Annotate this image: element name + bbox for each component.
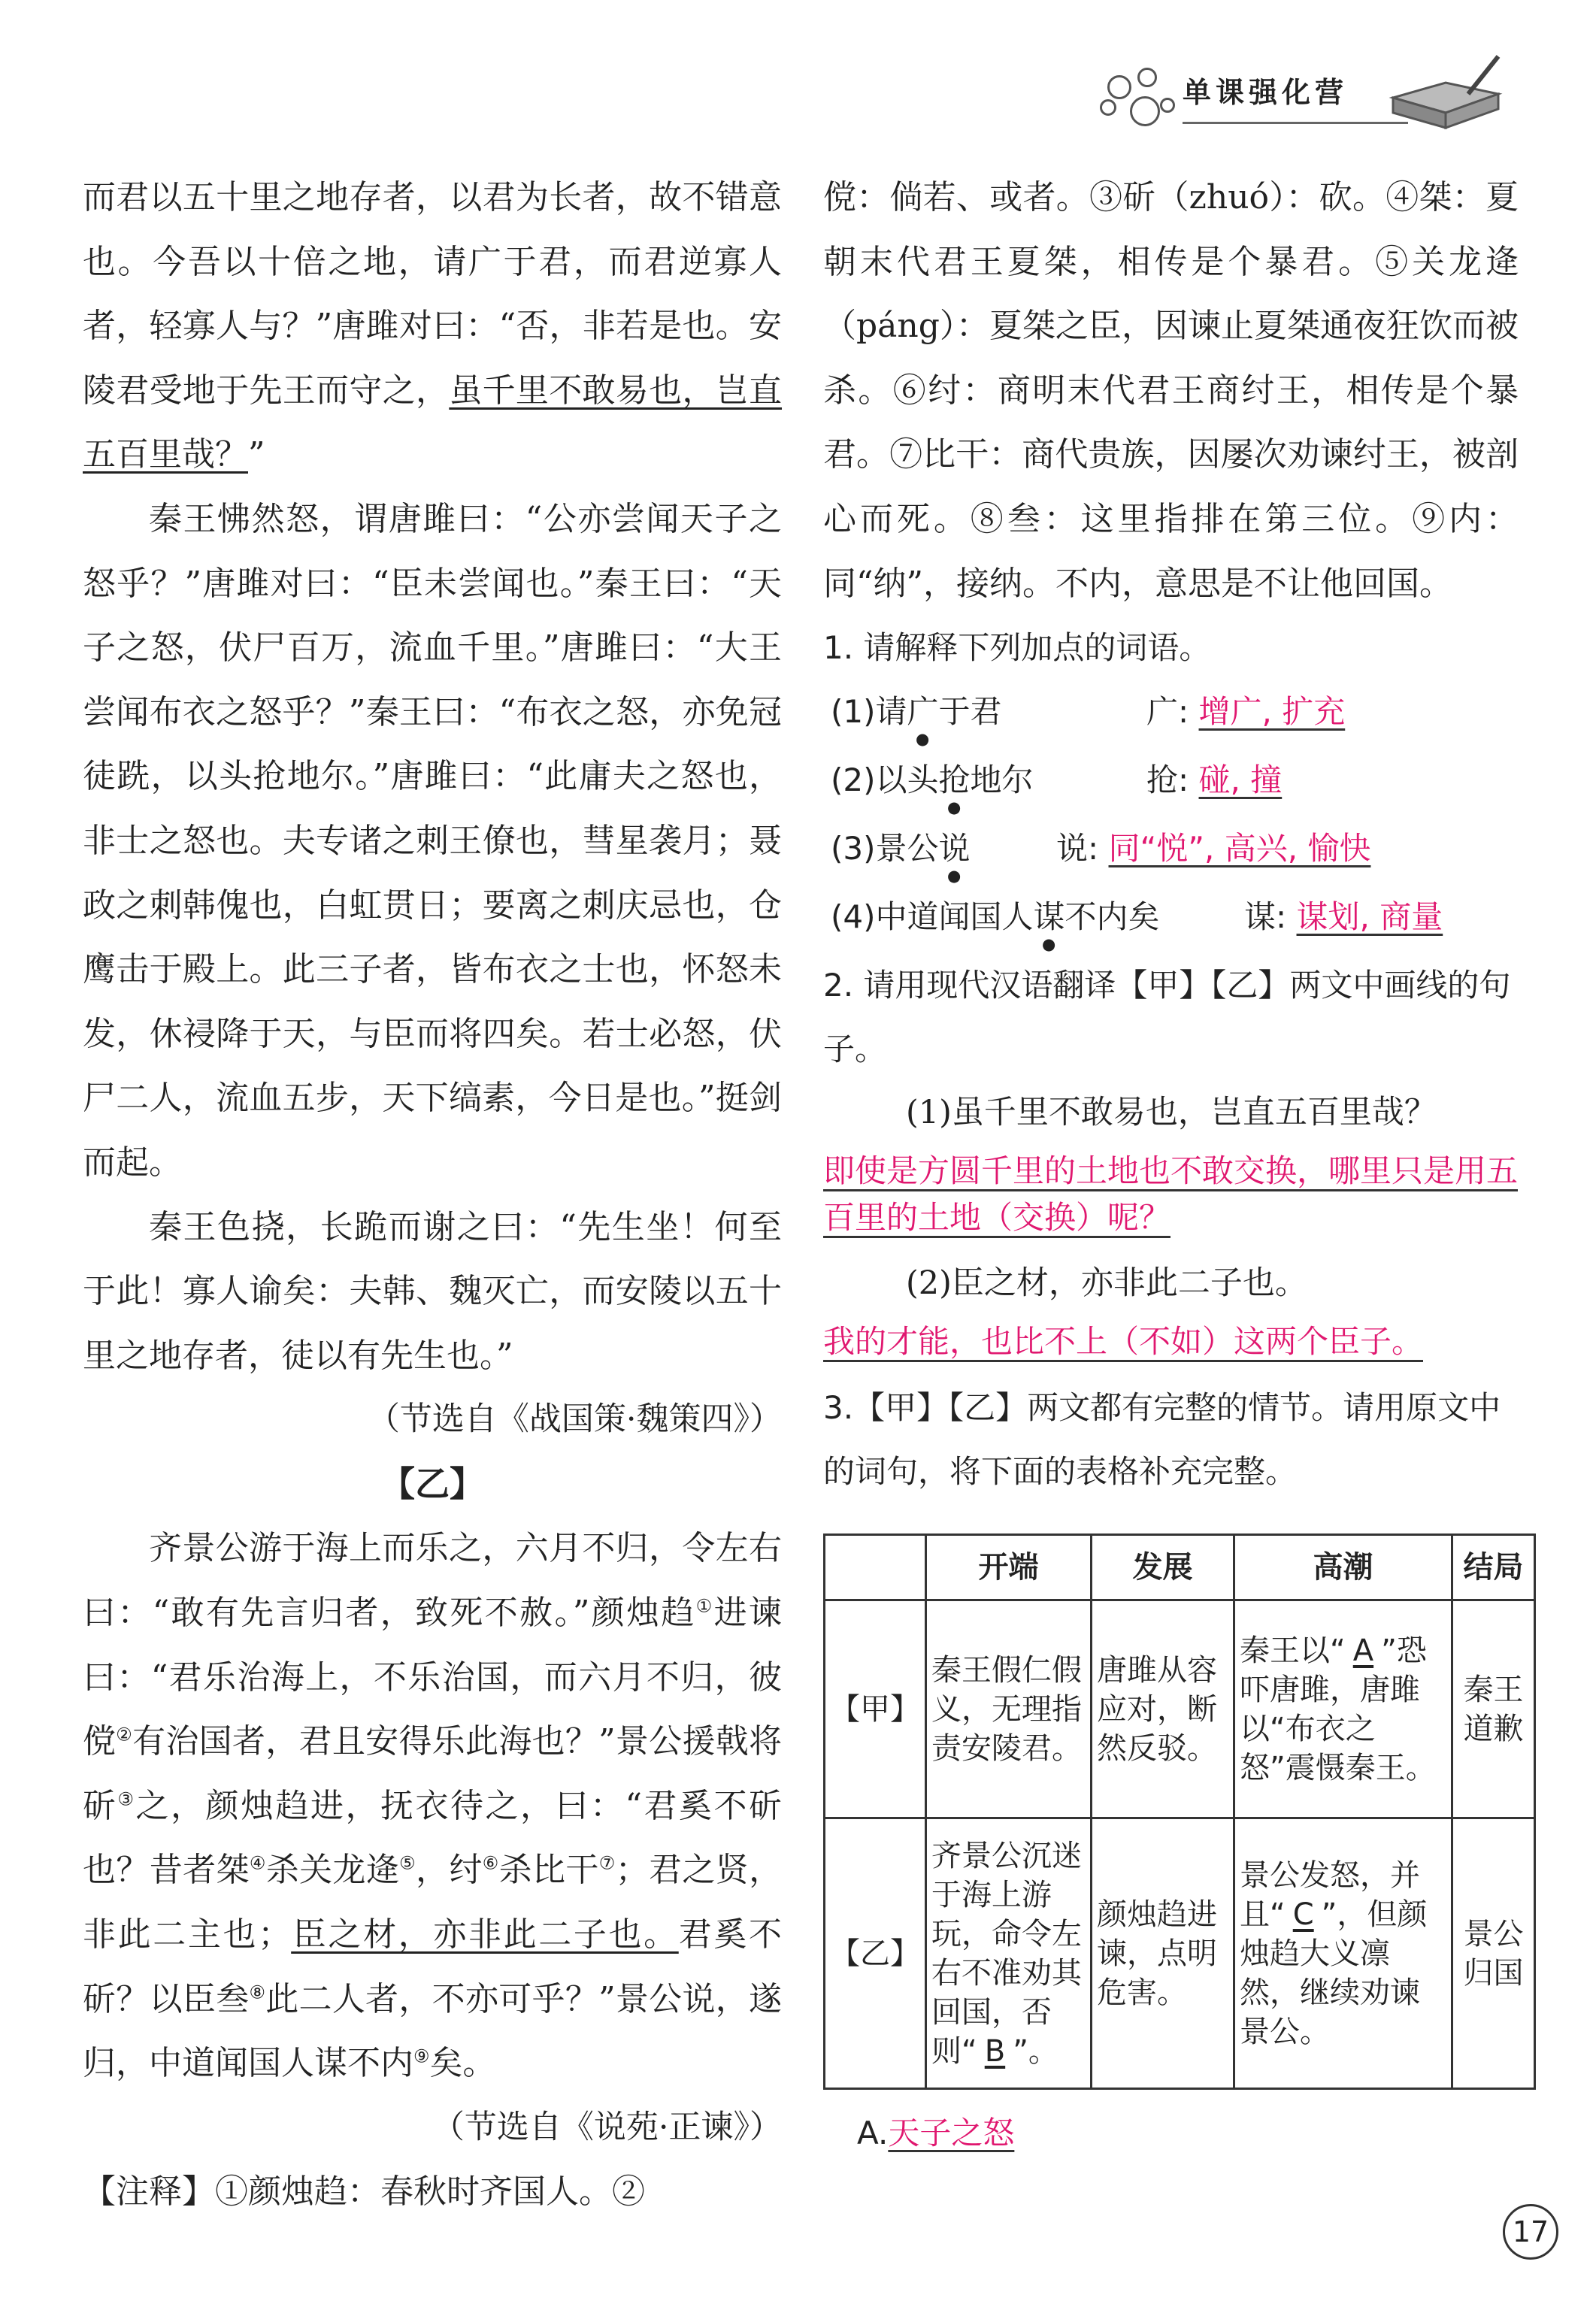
- page-number: 17: [1503, 2204, 1558, 2260]
- q1-item-4: (4)中道闻国人谋不内矣 谋: 谋划, 商量: [823, 885, 1519, 953]
- q1-answer-4: 谋划, 商量: [1296, 898, 1443, 936]
- table-row-jia: 【甲】 秦王假仁假义，无理指责安陵君。 唐雎从容应对，断然反驳。 秦王以“ A ”恐吓唐雎，唐雎以“布衣之怒”震慑秦王。 秦王道歉: [825, 1600, 1535, 1818]
- q2-sentence-1: (1)虽千里不敢易也，岂直五百里哉？: [906, 1094, 1437, 1132]
- q2-sentence-2: (2)臣之材，亦非此二子也。: [906, 1264, 1307, 1303]
- yi-title: 【乙】: [380, 1463, 484, 1504]
- page-header: [1085, 45, 1506, 158]
- q2-answer-2: 我的才能，也比不上（不如）这两个臣子。: [823, 1323, 1423, 1362]
- q1-item-2: (2)以头抢地尔 抢: 碰, 撞: [823, 748, 1519, 816]
- table-row-yi: 【乙】 齐景公沉迷于海上游玩，命令左右不准劝其回国，否则“ B ”。 颜烛趋进谏，点明危害。 景公发怒，并且“ C ”，但颜烛趋大义凛然，继续劝谏景公。 景公归国: [825, 1818, 1535, 2089]
- question-2: 2. 请用现代汉语翻译【甲】【乙】两文中画线的句子。: [823, 967, 1511, 1068]
- jia-underlined-sentence: 虽千里不敢易也，岂直五百里哉？: [83, 371, 783, 474]
- jia-source: （节选自《战国策·魏策四》）: [367, 1400, 782, 1439]
- jia-paragraph-2: 秦王怫然怒，谓唐雎曰：“公亦尝闻天子之怒乎？”唐雎对曰：“臣未尝闻也。”秦王曰：“天子之怒，伏尸百万，流血千里。”唐雎曰：“大王尝闻布衣之怒乎？”秦王曰：“布衣之怒，亦免冠徒跣，以头抢地尔。”唐雎曰：“此庸夫之怒也，非士之怒也。夫专诸之刺王僚也，彗星袭月；聂政之刺韩傀也，白虹贯日；要离之刺庆忌也，仓鹰击于殿上。此三子者，皆布衣之士也，怀怒未发，休祲降于天，与臣而将四矣。若士必怒，伏尸二人，流血五步，天下缟素，今日是也。”挺剑而起。: [83, 499, 782, 1182]
- q1-answer-3: 同“悦”, 高兴, 愉快: [1108, 830, 1371, 867]
- q2-answer-1: 即使是方圆千里的土地也不敢交换，哪里只是用五百里的土地（交换）呢？: [823, 1152, 1518, 1238]
- question-3: 3.【甲】【乙】两文都有完整的情节。请用原文中的词句，将下面的表格补充完整。: [823, 1389, 1501, 1491]
- left-column: [83, 165, 782, 2224]
- yi-underlined-sentence: 臣之材，亦非此二子也。: [291, 1915, 679, 1954]
- yi-source: （节选自《说苑·正谏》）: [432, 2108, 782, 2146]
- blank-b: B: [984, 2033, 1006, 2069]
- q1-item-3: (3)景公说 说: 同“悦”, 高兴, 愉快: [823, 816, 1519, 885]
- section-title: 单课强化营: [1183, 76, 1349, 109]
- blank-a: A: [1352, 1633, 1374, 1668]
- answer-a: A.天子之怒: [857, 2115, 1015, 2151]
- book-pen-icon: [1386, 53, 1506, 135]
- question-1: 1. 请解释下列加点的词语。: [823, 629, 1211, 667]
- blank-c: C: [1292, 1897, 1314, 1932]
- yi-paragraph: 齐景公游于海上而乐之，六月不归，令左右曰：“敢有先言归者，致死不赦。”颜烛趋①进谏曰：“君乐治海上，不乐治国，而六月不归，彼傥②有治国者，君且安得乐此海也？”景公援戟将斫③之，颜烛趋进，抚衣待之，曰：“君奚不斫也？昔者桀④杀关龙逄⑤，纣⑥杀比干⑦；君之贤，非此二主也；臣之材，亦非此二子也。君奚不斫？以臣叁⑧此二人者，不亦可乎？”景公说，遂归，中道闻国人谋不内⑨矣。: [83, 1529, 783, 2083]
- table-header-row: 开端 发展 高潮 结局: [825, 1535, 1535, 1600]
- jia-paragraph-3: 秦王色挠，长跪而谢之曰：“先生坐！何至于此！寡人谕矣：夫韩、魏灭亡，而安陵以五十里之地存者，徒以有先生也。”: [83, 1207, 782, 1375]
- notes-start: 【注释】①颜烛趋：春秋时齐国人。②: [83, 2172, 645, 2212]
- header-divider: [1183, 122, 1408, 124]
- q1-answer-2: 碰, 撞: [1198, 761, 1283, 799]
- right-column: [823, 165, 1519, 1503]
- notes-continued: 傥：倘若、或者。③斫（zhuó）：砍。④桀：夏朝末代君王夏桀，相传是个暴君。⑤关龙逄（páng）：夏桀之臣，因谏止夏桀通夜狂饮而被杀。⑥纣：商明末代君王商纣王，相传是个暴君。⑦比干：商代贵族，因屡次劝谏纣王，被剖心而死。⑧叁：这里指排在第三位。⑨内：同“纳”，接纳。不内，意思是不让他回国。: [823, 178, 1519, 603]
- q1-answer-1: 增广, 扩充: [1198, 693, 1346, 731]
- jia-paragraph-1: 而君以五十里之地存者，以君为长者，故不错意也。今吾以十倍之地，请广于君，而君逆寡人者，轻寡人与？”唐雎对曰：“否，非若是也。安陵君受地于先王而守之，虽千里不敢易也，岂直五百里哉？”: [83, 178, 783, 474]
- q1-item-1: (1)请广于君 广: 增广, 扩充: [823, 680, 1519, 748]
- plot-table: [823, 1533, 1536, 2090]
